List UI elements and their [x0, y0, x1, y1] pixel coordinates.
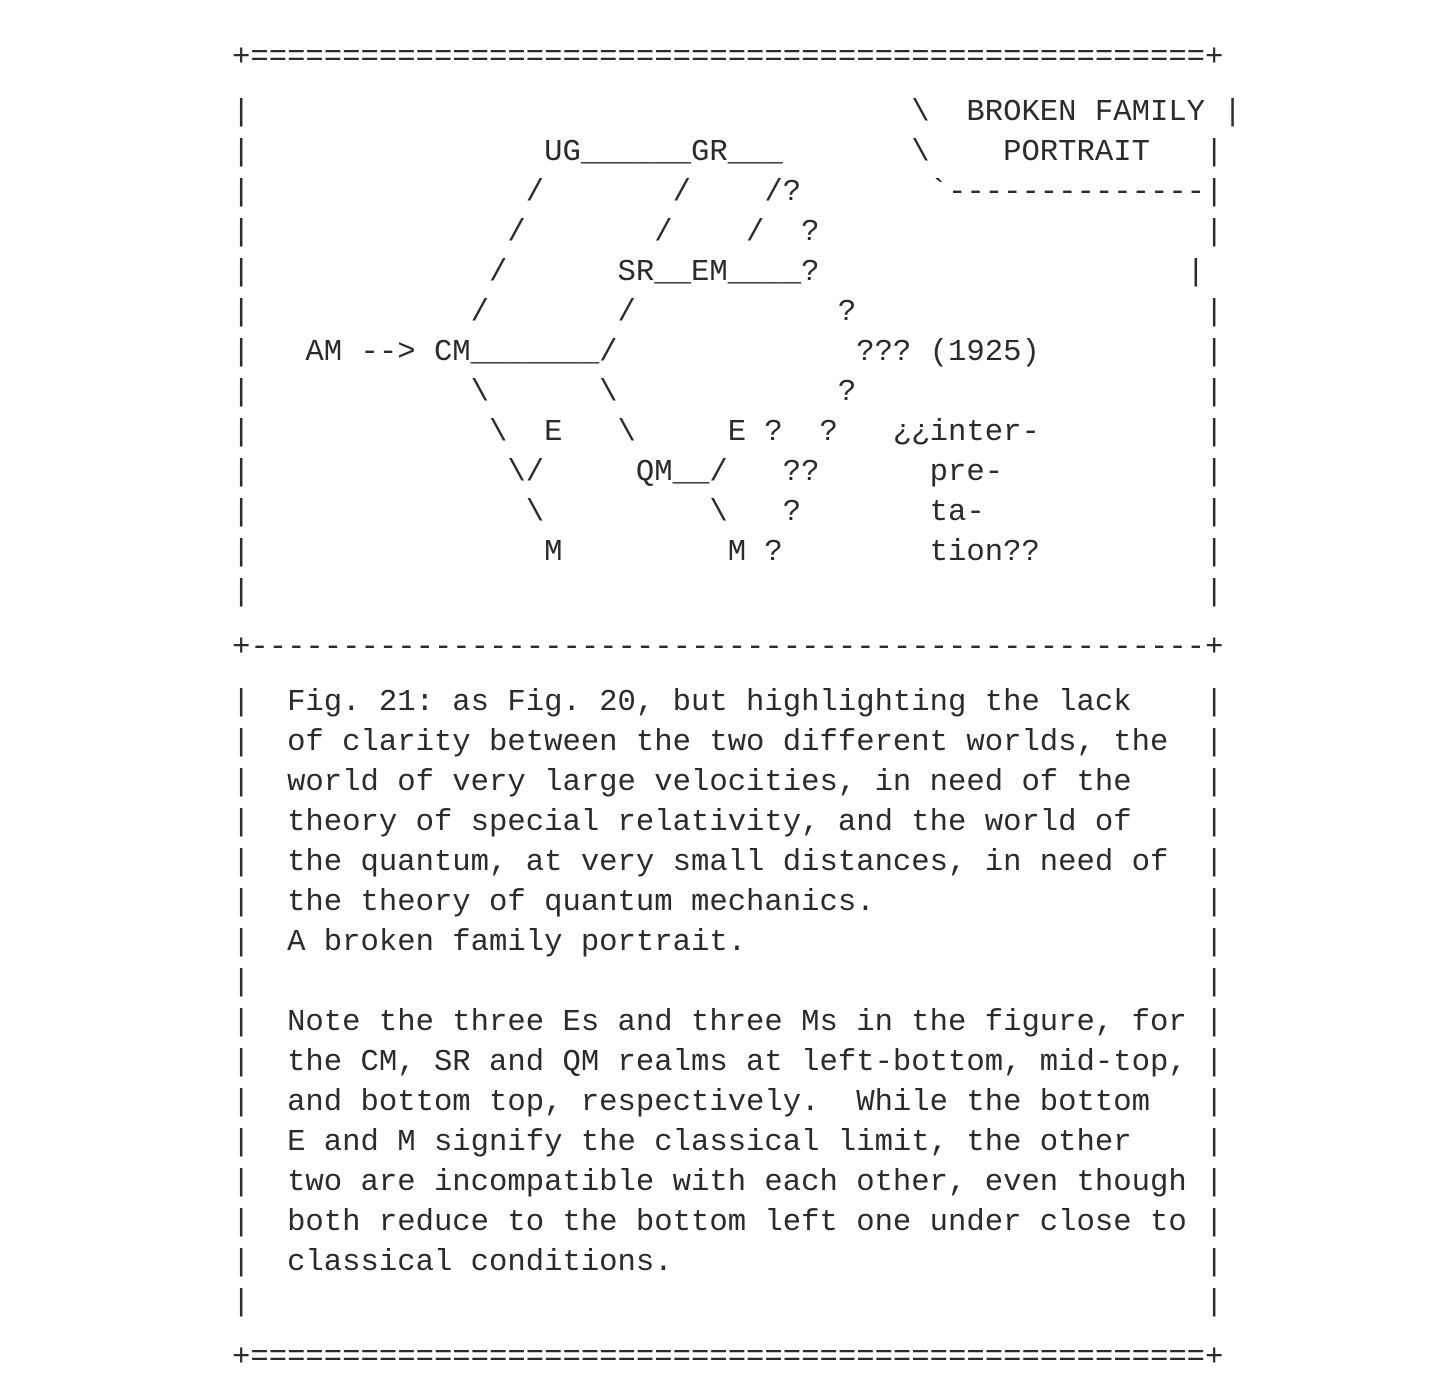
figure-line: | \ BROKEN FAMILY | — [232, 96, 1242, 130]
caption-line: | theory of special relativity, and the world of | — [232, 806, 1224, 840]
caption-line: | world of very large velocities, in need of the | — [232, 766, 1224, 800]
caption-line: | | — [232, 1286, 1224, 1320]
caption-line: | two are incompatible with each other, even though | — [232, 1166, 1224, 1200]
figure-line: | \ \ ? ta- | — [232, 496, 1224, 530]
caption-line: | E and M signify the classical limit, the other | — [232, 1126, 1224, 1160]
figure-line: | \ \ ? | — [232, 376, 1224, 410]
section-separator: +----------------------------------------------------+ — [232, 631, 1224, 665]
top-border: +====================================================+ — [232, 41, 1224, 75]
caption-line: | both reduce to the bottom left one under close to | — [232, 1206, 1224, 1240]
bottom-border: +====================================================+ — [232, 1341, 1224, 1375]
figure-line: | M M ? tion?? | — [232, 536, 1224, 570]
figure-line: | \ E \ E ? ? ¿¿inter- | — [232, 416, 1224, 450]
caption-line: | | — [232, 966, 1224, 1000]
caption-line: | Fig. 21: as Fig. 20, but highlighting the lack | — [232, 686, 1224, 720]
caption-line: | the theory of quantum mechanics. | — [232, 886, 1224, 920]
figure-diagram — [232, 93, 1242, 613]
ascii-figure-frame — [232, 38, 1242, 1393]
figure-line: | / / /? `--------------| — [232, 176, 1224, 210]
figure-line: | / / ? | — [232, 296, 1224, 330]
caption-line: | classical conditions. | — [232, 1246, 1224, 1280]
figure-line: | AM --> CM_______/ ??? (1925) | — [232, 336, 1224, 370]
figure-line: | UG______GR___ \ PORTRAIT | — [232, 136, 1224, 170]
figure-line: | / SR__EM____? | — [232, 256, 1206, 290]
figure-caption — [232, 683, 1242, 1323]
figure-line: | \/ QM__/ ?? pre- | — [232, 456, 1224, 490]
caption-line: | and bottom top, respectively. While the bottom | — [232, 1086, 1224, 1120]
figure-line: | / / / ? | — [232, 216, 1224, 250]
caption-line: | Note the three Es and three Ms in the figure, for | — [232, 1006, 1224, 1040]
caption-line: | the quantum, at very small distances, in need of | — [232, 846, 1224, 880]
figure-line: | | — [232, 576, 1224, 610]
caption-line: | A broken family portrait. | — [232, 926, 1224, 960]
caption-line: | the CM, SR and QM realms at left-bottom, mid-top, | — [232, 1046, 1224, 1080]
caption-line: | of clarity between the two different worlds, the | — [232, 726, 1224, 760]
